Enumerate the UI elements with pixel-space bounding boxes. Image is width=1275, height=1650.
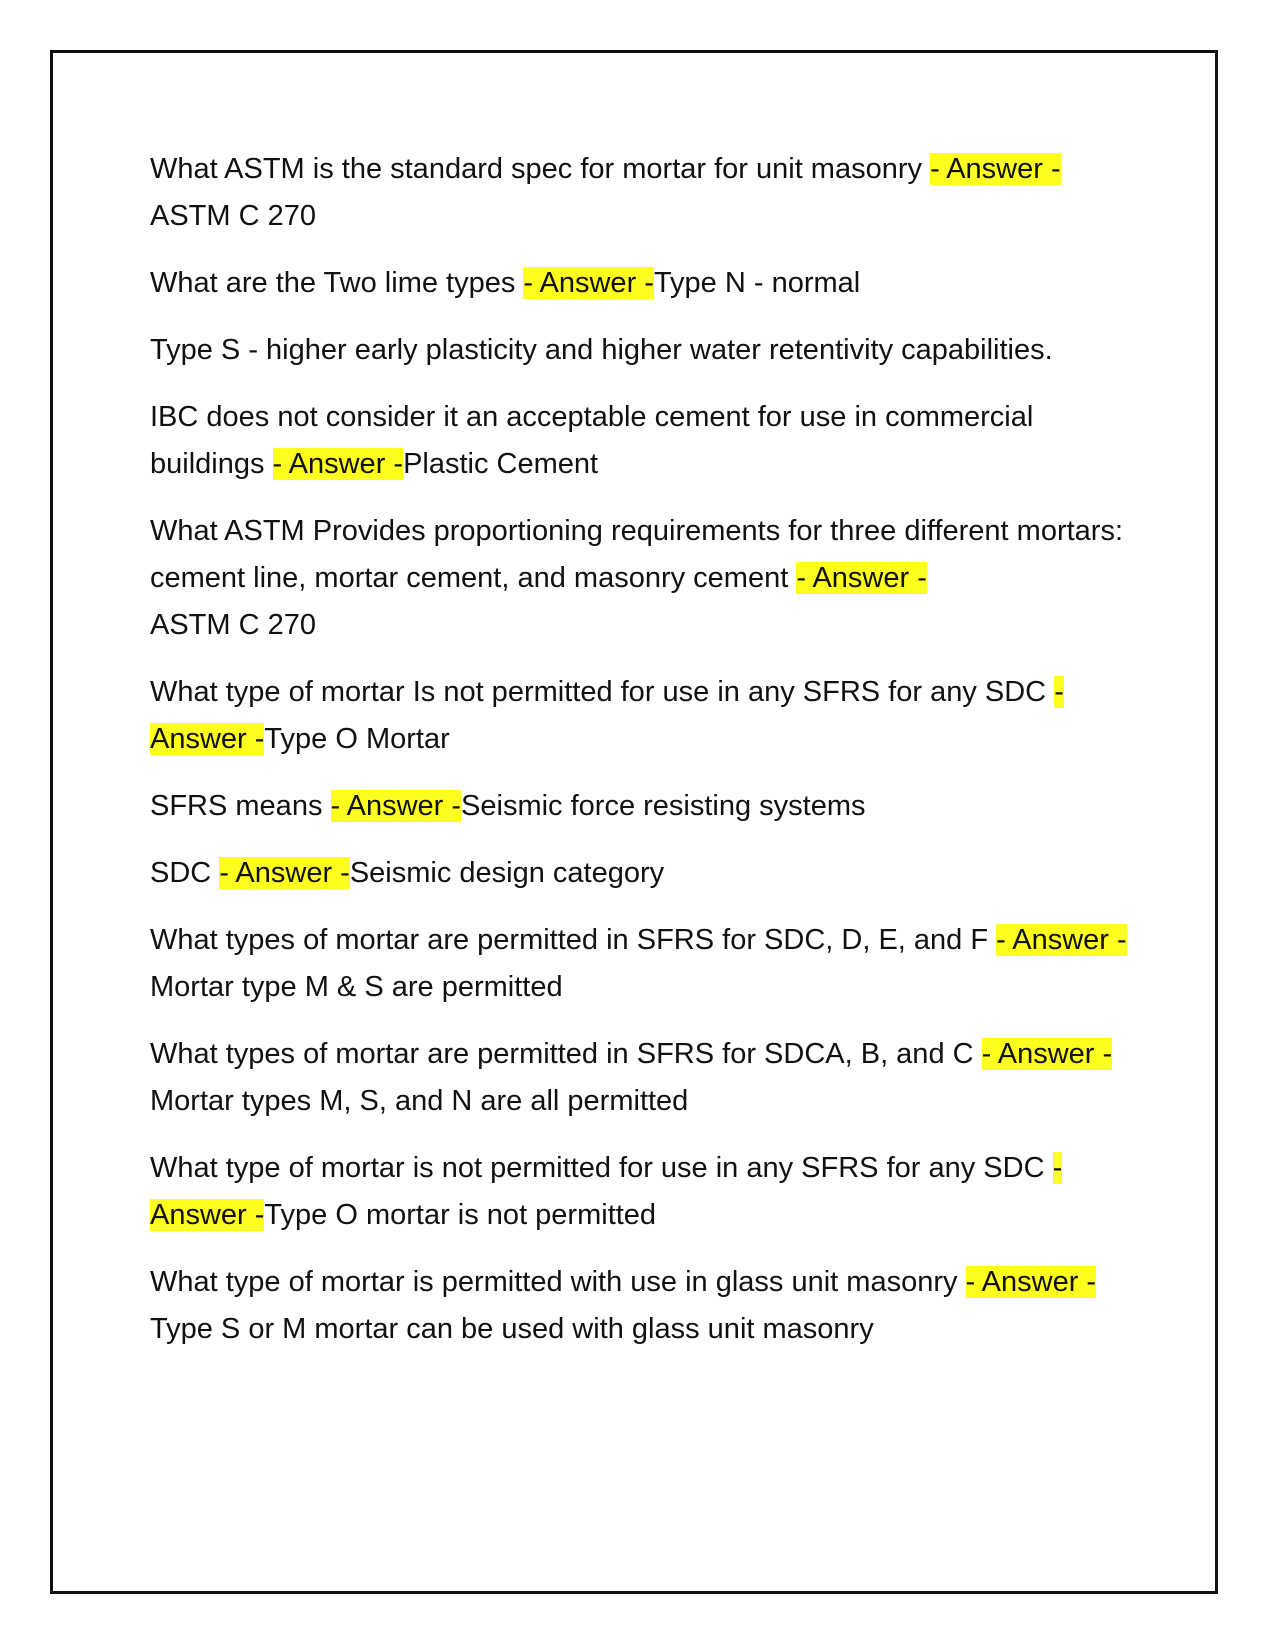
qa-item-5 (150, 669, 1130, 763)
answer-marker: - Answer - (965, 1266, 1097, 1298)
question-text: What types of mortar are permitted in SFRS for SDCA, B, and C (150, 1038, 982, 1070)
document-body (150, 146, 1130, 1373)
question-text: What ASTM is the standard spec for mortar for unit masonry (150, 153, 931, 185)
qa-item-10 (150, 1145, 1130, 1239)
answer-text: Seismic force resisting systems (461, 790, 866, 822)
answer-text: Plastic Cement (403, 448, 599, 480)
answer-text: Mortar types M, S, and N are all permitted (150, 1085, 689, 1117)
qa-item-9 (150, 1031, 1130, 1125)
answer-marker: - Answer - (930, 153, 1061, 185)
answer-marker: - Answer - (523, 267, 654, 299)
answer-marker: - Answer - (272, 448, 404, 480)
answer-marker: - Answer - (150, 676, 1064, 755)
qa-item-7 (150, 850, 1130, 897)
answer-marker: - Answer - (796, 562, 927, 594)
answer-text: ASTM C 270 (150, 200, 316, 232)
continuation-text: Type S - higher early plasticity and higher water retentivity capabilities. (150, 334, 1053, 366)
answer-marker: - Answer - (219, 857, 350, 889)
answer-text: Type O mortar is not permitted (264, 1199, 657, 1231)
answer-text: Type O Mortar (264, 723, 450, 755)
question-text: What type of mortar is permitted with use in glass unit masonry (150, 1266, 966, 1298)
answer-text: Type N - normal (653, 267, 861, 299)
qa-item-3 (150, 394, 1130, 488)
answer-text: Mortar type M & S are permitted (150, 971, 563, 1003)
answer-text: Type S or M mortar can be used with glass unit masonry (150, 1313, 874, 1345)
question-text: What type of mortar is not permitted for use in any SFRS for any SDC (150, 1152, 1053, 1184)
answer-text: Seismic design category (349, 857, 665, 889)
answer-marker: - Answer - (996, 924, 1127, 956)
answer-text: ASTM C 270 (150, 609, 316, 641)
answer-marker: - Answer - (981, 1038, 1113, 1070)
answer-marker: - Answer - (330, 790, 462, 822)
qa-item-1 (150, 146, 1130, 240)
question-text: What ASTM Provides proportioning requirements for three different mortars: cement line, mortar cement, and masonry cement (150, 515, 1124, 594)
question-text: IBC does not consider it an acceptable cement for use in commercial buildings (150, 401, 1034, 480)
question-text: SFRS means (150, 790, 331, 822)
qa-item-11 (150, 1259, 1130, 1353)
qa-item-2 (150, 260, 1130, 307)
question-text: SDC (150, 857, 220, 889)
question-text: What types of mortar are permitted in SFRS for SDC, D, E, and F (150, 924, 997, 956)
qa-item-6 (150, 783, 1130, 830)
question-text: What are the Two lime types (150, 267, 524, 299)
qa-item-8 (150, 917, 1130, 1011)
question-text: What type of mortar Is not permitted for use in any SFRS for any SDC (150, 676, 1055, 708)
qa-item-4 (150, 508, 1130, 649)
answer-marker: - Answer - (150, 1152, 1063, 1231)
